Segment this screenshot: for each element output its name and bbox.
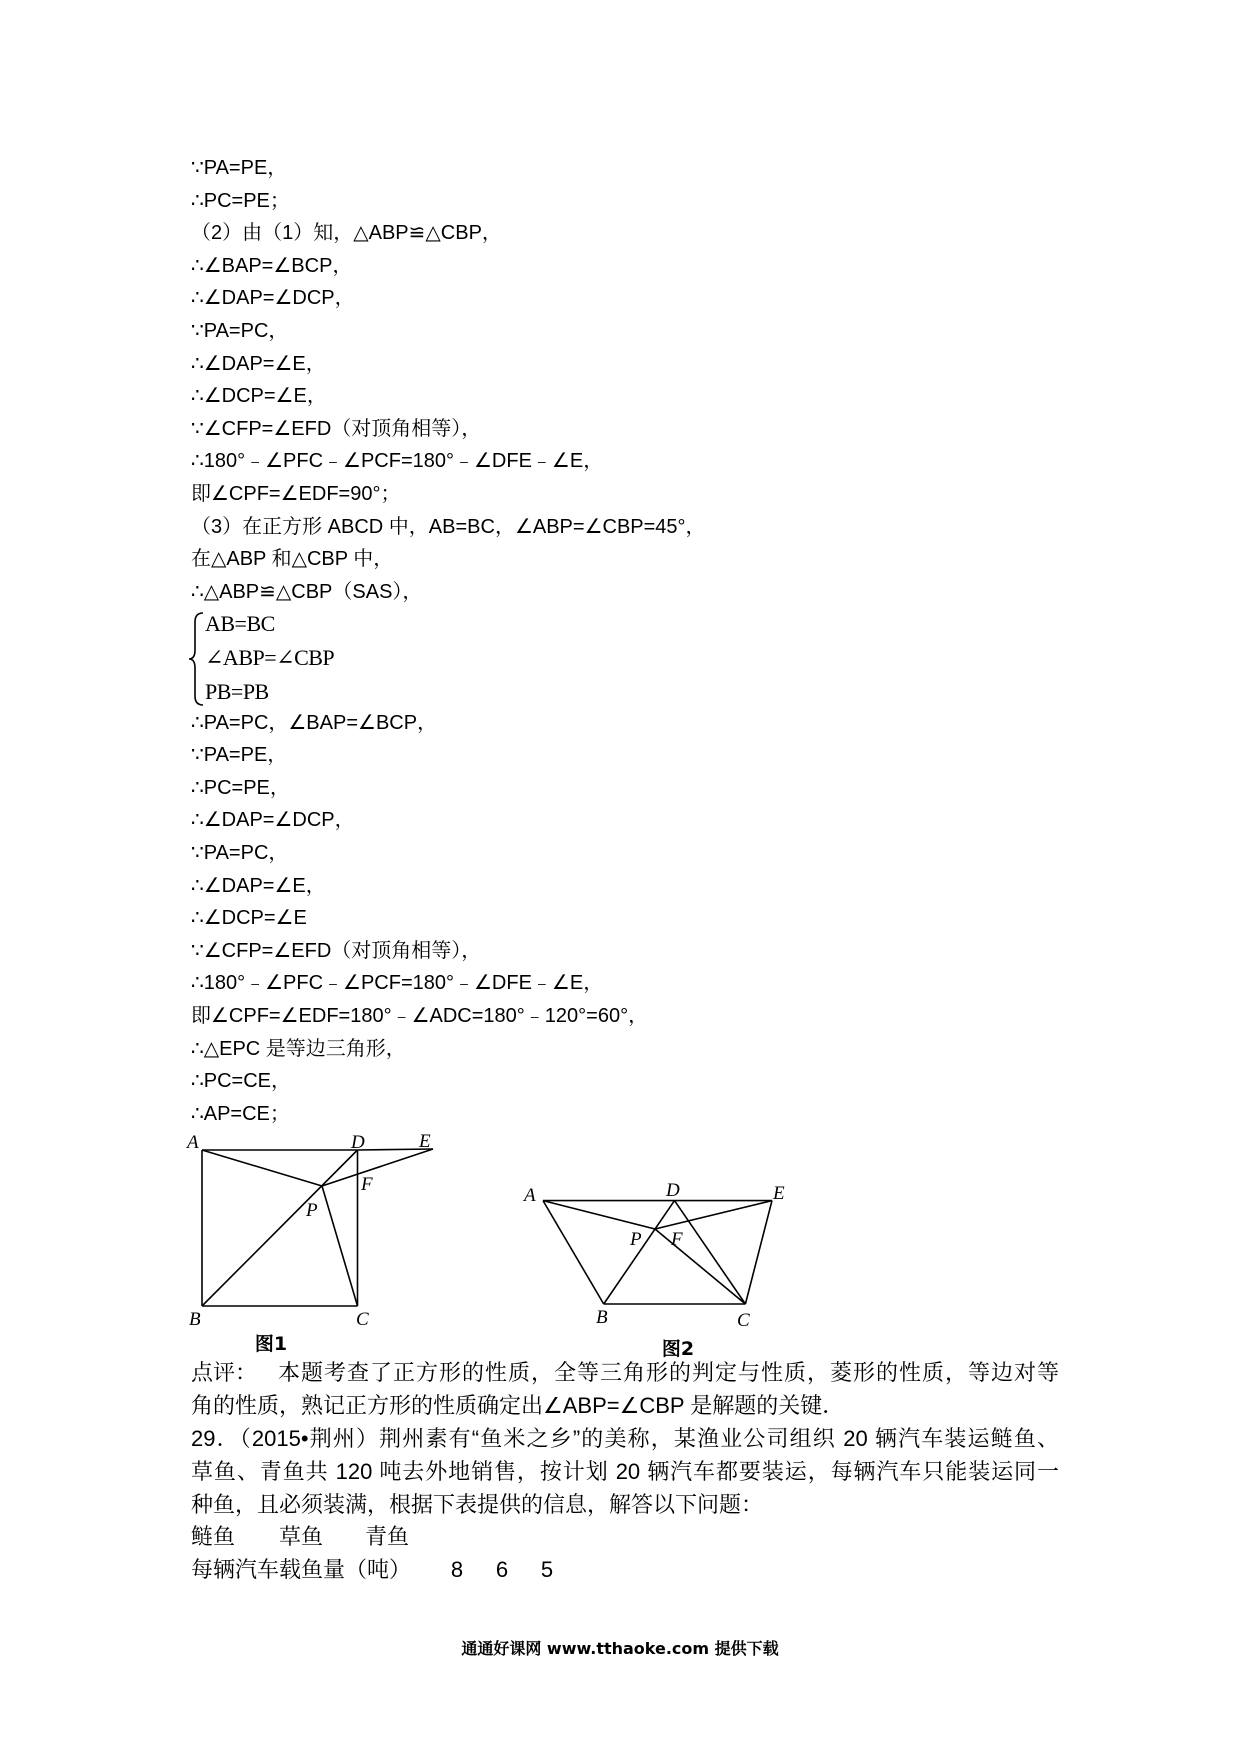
solution-line: ∴PC=PE， — [191, 776, 290, 799]
point-label-a: A — [524, 1185, 536, 1206]
solution-line: ∴∠DAP=∠E， — [191, 352, 326, 375]
solution-line: 在△ABP 和△CBP 中， — [191, 548, 394, 571]
figure-1 — [185, 1131, 433, 1355]
point-label-f: F — [361, 1174, 373, 1195]
solution-line: ∴△EPC 是等边三角形， — [191, 1037, 406, 1060]
solution-line: ∴PC=PE； — [191, 189, 290, 212]
solution-line: ∴∠DCP=∠E， — [191, 385, 327, 408]
table-row — [191, 1554, 1059, 1587]
page-footer: 通通好课网 www.tthaoke.com 提供下载 — [461, 1639, 779, 1658]
solution-line: ∵PA=PC， — [191, 841, 289, 864]
point-label-a: A — [187, 1132, 199, 1153]
solution-line: ∴∠DCP=∠E — [191, 907, 307, 930]
table-cell: 6 — [495, 1557, 509, 1583]
figure-2 — [522, 1180, 785, 1360]
solution-line: ∴AP=CE； — [191, 1102, 290, 1125]
table-header: 鲢鱼 — [191, 1524, 236, 1550]
solution-line: （2）由（1）知，△ABP≌△CBP， — [191, 222, 502, 245]
diagonal-bd — [604, 1201, 675, 1304]
segment-ap — [202, 1150, 322, 1186]
point-label-e: E — [773, 1183, 785, 1204]
table-header-row — [191, 1521, 1059, 1554]
review-text: 本题考查了正方形的性质，全等三角形的判定与性质，菱形的性质，等边对等 — [278, 1360, 1059, 1386]
table-header: 青鱼 — [365, 1524, 410, 1550]
solution-line: 即∠CPF=∠EDF=90°； — [191, 482, 401, 505]
table-row-label: 每辆汽车载鱼量（吨） — [191, 1557, 412, 1583]
system-equation: AB=BC — [205, 611, 275, 636]
solution-line: ∴∠DAP=∠DCP， — [191, 809, 355, 832]
problem-line: 种鱼，且必须装满，根据下表提供的信息，解答以下问题： — [191, 1491, 764, 1517]
problem-line: 草鱼、青鱼共 120 吨去外地销售，按计划 20 辆汽车都要装运，每辆汽车只能装运同一 — [191, 1458, 1059, 1484]
figure-caption: 图2 — [661, 1338, 695, 1360]
review-label: 点评： — [191, 1360, 258, 1386]
point-label-e: E — [419, 1131, 431, 1152]
segment-pc — [322, 1186, 358, 1306]
solution-part-3 — [191, 707, 648, 1131]
review-line — [191, 1357, 1059, 1390]
solution-line: ∵PA=PE， — [191, 157, 288, 179]
segment-ab — [543, 1201, 604, 1304]
segment-ap — [543, 1201, 655, 1229]
segment-pe — [322, 1149, 433, 1186]
solution-line: ∵∠CFP=∠EFD（对顶角相等）， — [191, 939, 482, 962]
table-cell: 5 — [540, 1557, 554, 1583]
point-label-c: C — [737, 1310, 750, 1331]
solution-line: （3）在正方形 ABCD 中，AB=BC，∠ABP=∠CBP=45°， — [191, 515, 706, 538]
solution-line: ∴∠DAP=∠DCP， — [191, 287, 355, 310]
solution-line: ∴180°﹣∠PFC﹣∠PCF=180°﹣∠DFE﹣∠E， — [191, 972, 604, 995]
solution-line: ∵PA=PC， — [191, 319, 289, 342]
solution-line: ∴∠DAP=∠E， — [191, 874, 326, 897]
equation-system — [205, 607, 334, 709]
review-and-problem — [191, 1357, 1059, 1587]
point-label-b: B — [189, 1309, 201, 1330]
point-label-f: F — [671, 1229, 683, 1250]
point-label-d: D — [351, 1132, 365, 1153]
solution-line: ∴180°﹣∠PFC﹣∠PCF=180°﹣∠DFE﹣∠E， — [191, 450, 604, 473]
review-line: 角的性质，熟记正方形的性质确定出∠ABP=∠CBP 是解题的关键． — [191, 1393, 845, 1419]
solution-line: 即∠CPF=∠EDF=180°﹣∠ADC=180°﹣120°=60°， — [191, 1004, 649, 1027]
segment-pc — [655, 1229, 745, 1304]
system-equation: PB=PB — [205, 679, 269, 704]
equation-system-brace — [0, 0, 1240, 760]
point-label-d: D — [666, 1180, 680, 1201]
segment-ce — [745, 1201, 772, 1304]
problem-line: 29．（2015•荆州）荆州素有“鱼米之乡”的美称，某渔业公司组织 20 辆汽车装运鲢鱼、 — [191, 1425, 1059, 1451]
solution-line: ∵PA=PE， — [191, 744, 288, 767]
point-label-c: C — [356, 1309, 369, 1330]
solution-line: ∵∠CFP=∠EFD（对顶角相等）， — [191, 417, 482, 440]
system-equation: ∠ABP=∠CBP — [205, 645, 335, 670]
table-header: 草鱼 — [279, 1524, 324, 1550]
point-label-p: P — [306, 1200, 318, 1221]
solution-line: ∴PC=CE， — [191, 1070, 291, 1093]
figure-caption: 图1 — [254, 1333, 288, 1355]
solution-line: ∴△ABP≌△CBP（SAS）， — [191, 580, 423, 603]
point-label-p: P — [630, 1229, 642, 1250]
geometry-figures — [0, 1120, 1240, 1370]
point-label-b: B — [596, 1307, 608, 1328]
solution-line: ∴∠BAP=∠BCP， — [191, 254, 353, 277]
table-cell: 8 — [450, 1557, 464, 1583]
solution-line: ∴PA=PC，∠BAP=∠BCP， — [191, 711, 438, 734]
